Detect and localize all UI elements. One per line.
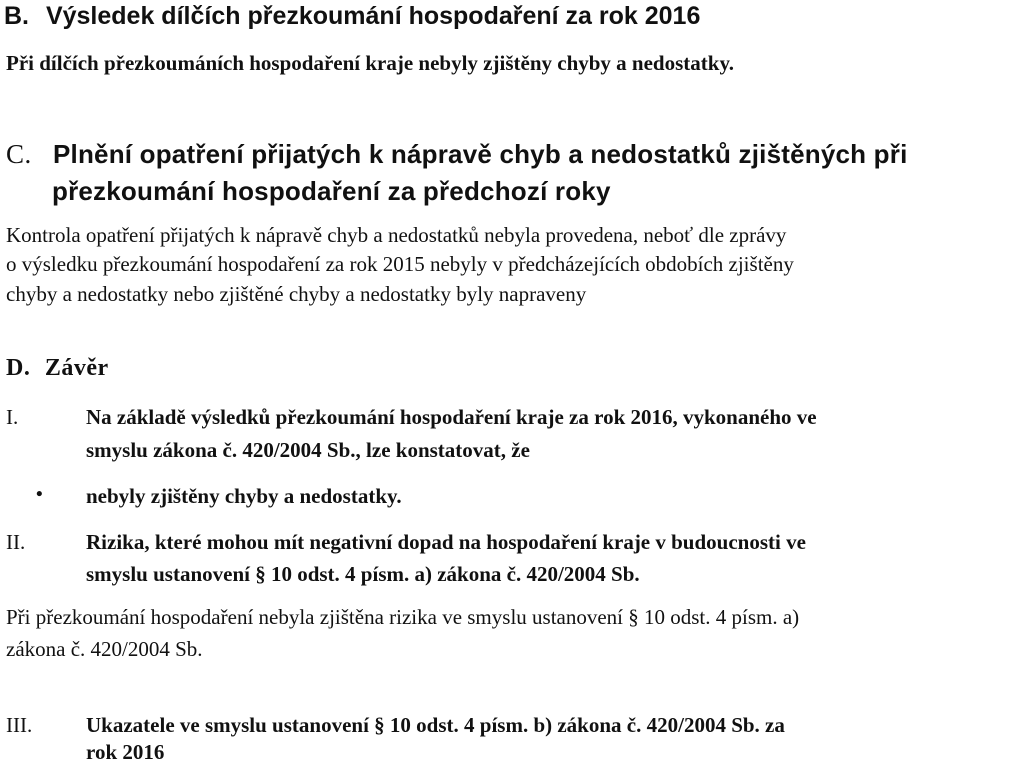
item-2-text-line-1: Při přezkoumání hospodaření nebyla zjištěna rizika ve smyslu ustanovení § 10 odst. 4 písm. a) — [6, 605, 800, 629]
item-1-bullet-text: nebyly zjištěny chyby a nedostatky. — [86, 484, 402, 508]
item-1-line-2: smyslu zákona č. 420/2004 Sb., lze konstatovat, že — [86, 438, 530, 462]
item-3-line-1: Ukazatele ve smyslu ustanovení § 10 odst. 4 písm. b) zákona č. 420/2004 Sb. za — [86, 713, 785, 737]
item-3-line-2: rok 2016 — [86, 740, 165, 764]
item-2-line-2: smyslu ustanovení § 10 odst. 4 písm. a) zákona č. 420/2004 Sb. — [86, 562, 640, 586]
section-c-text-line-1: Kontrola opatření přijatých k nápravě chyb a nedostatků nebyla provedena, neboť dle zprávy — [6, 223, 787, 247]
section-c-heading — [6, 139, 908, 170]
section-d-heading — [6, 355, 109, 382]
item-2-line-1: Rizika, které mohou mít negativní dopad na hospodaření kraje v budoucnosti ve — [86, 530, 806, 554]
section-c-title-line-2: přezkoumání hospodaření za předchozí roky — [52, 176, 611, 206]
section-c-title-line-1: Plnění opatření přijatých k nápravě chyb a nedostatků zjištěných při — [53, 139, 908, 169]
section-b-heading — [4, 2, 700, 31]
item-2-number: II. — [6, 530, 26, 554]
section-d-title: Závěr — [44, 355, 109, 381]
section-d-letter: D. — [6, 355, 31, 381]
section-c-text-line-3: chyby a nedostatky nebo zjištěné chyby a nedostatky byly napraveny — [6, 282, 587, 306]
section-b-letter: B. — [4, 2, 29, 30]
item-3-number: III. — [6, 713, 33, 737]
section-b-text: Při dílčích přezkoumáních hospodaření kraje nebyly zjištěny chyby a nedostatky. — [6, 51, 735, 75]
section-c-letter: C. — [6, 139, 32, 169]
bullet-icon: • — [36, 484, 43, 505]
item-1-line-1: Na základě výsledků přezkoumání hospodaření kraje za rok 2016, vykonaného ve — [86, 405, 817, 429]
item-1-number: I. — [6, 405, 19, 429]
section-b-title: Výsledek dílčích přezkoumání hospodaření za rok 2016 — [45, 2, 701, 30]
item-2-text-line-2: zákona č. 420/2004 Sb. — [6, 637, 203, 661]
section-c-text-line-2: o výsledku přezkoumání hospodaření za rok 2015 nebyly v předcházejících obdobích zjištěny — [6, 252, 794, 276]
